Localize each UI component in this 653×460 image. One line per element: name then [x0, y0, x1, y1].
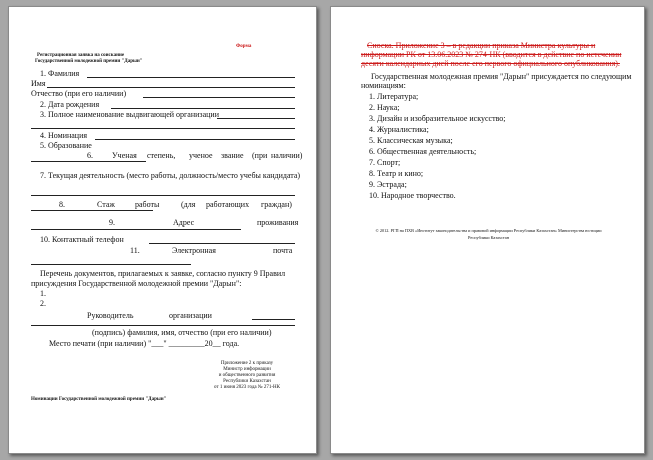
note-line-3: десяти календарных дней после его первого официального опубликования).	[361, 59, 620, 68]
documents-text-2: присуждения Государственной молодежной премии "Дарын":	[31, 279, 242, 288]
note-line-2: информации РК от 13.06.2023 № 274-НК (вводится в действие по истечении	[361, 50, 622, 59]
appendix-line: от 1 июня 2023 года № 271-НК	[214, 385, 280, 390]
nomination-item: 7. Спорт;	[369, 158, 401, 167]
field-address-word: Адрес	[173, 218, 195, 227]
field-degree-line[interactable]	[31, 161, 146, 162]
nomination-item: 5. Классическая музыка;	[369, 136, 453, 145]
nomination-item: 2. Наука;	[369, 103, 400, 112]
appendix-line: Приложение 2 к приказу	[220, 361, 274, 366]
documents-item-1: 1.	[40, 289, 46, 298]
field-education-label: 5. Образование	[40, 141, 92, 150]
field-patronymic-line[interactable]	[143, 97, 295, 98]
intro-line-1: Государственная молодежная премия "Дарын" присуждается по следующим	[371, 72, 632, 81]
document-page-2	[330, 6, 645, 454]
field-degree-word: звание	[221, 151, 244, 160]
copyright-line-1: © 2012. РГП на ПХВ «Институт законодательства и правовой информации Республики Казахстан» Министерства юстиции	[375, 228, 602, 233]
field-degree-word: (при	[252, 151, 268, 160]
field-degree-word: наличии)	[271, 151, 303, 160]
field-birthdate-label: 2. Дата рождения	[40, 100, 100, 109]
nomination-item: 3. Дизайн и изобразительное искусство;	[369, 114, 506, 123]
field-experience-word: (для	[181, 200, 196, 209]
field-address-num: 9.	[109, 218, 115, 227]
field-address-line[interactable]	[31, 229, 241, 230]
field-degree-word: степень,	[147, 151, 176, 160]
copyright-line-2: Республики Казахстан	[467, 235, 510, 240]
field-experience-word: работающих	[206, 200, 250, 209]
nomination-item: 6. Общественная деятельность;	[369, 147, 477, 156]
field-experience-word: граждан)	[261, 200, 292, 209]
field-name-label: Имя	[31, 79, 46, 88]
nomination-item: 8. Театр и кино;	[369, 169, 424, 178]
field-name-line[interactable]	[47, 87, 295, 88]
heading-line-1: Регистрационная заявка на соискание	[37, 53, 125, 58]
org-label: организации	[169, 311, 212, 320]
field-organization-label: 3. Полное наименование выдвигающей организации	[40, 110, 219, 119]
appendix-line: и общественного развития	[218, 373, 276, 378]
documents-text-1: Перечень документов, прилагаемых к заявке, согласно пункту 9 Правил	[40, 269, 286, 278]
appendix-line: Министр информации	[223, 367, 271, 372]
field-email-word: Электронная	[172, 246, 216, 255]
field-email-line[interactable]	[31, 264, 191, 265]
field-email-num: 11.	[130, 246, 140, 255]
document-page-1	[8, 6, 317, 454]
nomination-item: 4. Журналистика;	[369, 125, 429, 134]
field-experience-num: 8.	[59, 200, 65, 209]
field-activity-line[interactable]	[31, 195, 295, 196]
nomination-item: 1. Литература;	[369, 92, 419, 101]
field-email-word: почта	[273, 246, 293, 255]
field-organization-line-2[interactable]	[31, 128, 295, 129]
field-nomination-line[interactable]	[95, 139, 295, 140]
field-experience-word: работы	[135, 200, 160, 209]
field-phone-label: 10. Контактный телефон	[40, 235, 124, 244]
intro-line-2: номинациям:	[361, 81, 406, 90]
stamp-date-line: Место печати (при наличии) "___" _________20__ года.	[49, 339, 240, 348]
head-label: Руководитель	[87, 311, 134, 320]
field-birthdate-line[interactable]	[111, 108, 295, 109]
field-phone-line[interactable]	[149, 243, 295, 244]
form-label: Форма	[236, 44, 252, 49]
field-degree-num: 6.	[87, 151, 93, 160]
appendix-line: Республики Казахстан	[223, 379, 271, 384]
nominations-footer-title: Номинации Государственной молодежной премии "Дарын"	[31, 397, 167, 402]
field-address-word: проживания	[257, 218, 299, 227]
field-experience-word: Стаж	[97, 200, 115, 209]
field-degree-word: Ученая	[112, 151, 137, 160]
field-surname-label: 1. Фамилия	[40, 69, 80, 78]
signature-line[interactable]	[31, 325, 295, 326]
field-patronymic-label: Отчество (при его наличии)	[31, 89, 127, 98]
documents-item-2: 2.	[40, 299, 46, 308]
signature-caption: (подпись) фамилия, имя, отчество (при его наличии)	[92, 328, 272, 337]
note-line-1: Сноска. Приложение 3 – в редакции приказа Министра культуры и	[367, 41, 596, 50]
field-surname-line[interactable]	[87, 77, 295, 78]
heading-line-2: Государственной молодежной премии "Дарын"	[35, 59, 143, 64]
field-organization-line[interactable]	[217, 118, 295, 119]
field-activity-label: 7. Текущая деятельность (место работы, должность/место учебы кандидата)	[40, 171, 301, 180]
nomination-item: 9. Эстрада;	[369, 180, 407, 189]
field-degree-word: ученое	[189, 151, 213, 160]
nomination-item: 10. Народное творчество.	[369, 191, 456, 200]
head-signature-line[interactable]	[252, 319, 295, 320]
field-nomination-label: 4. Номинация	[40, 131, 88, 140]
field-experience-line[interactable]	[31, 210, 153, 211]
